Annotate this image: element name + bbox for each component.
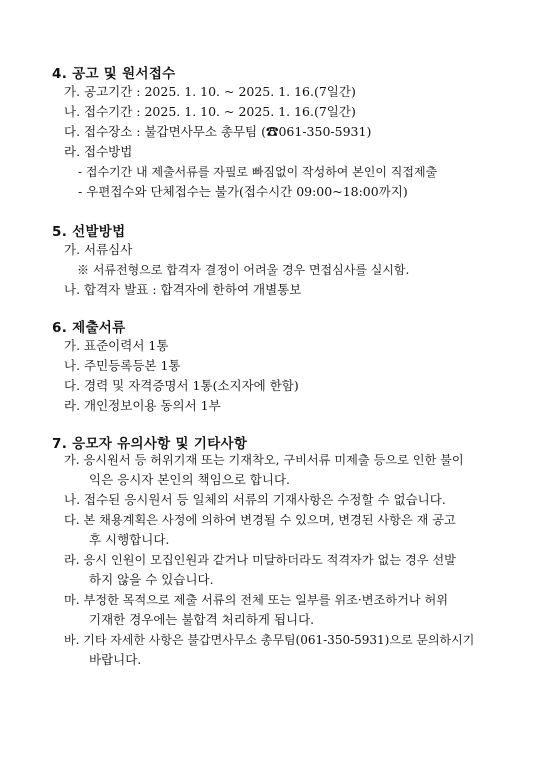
s7-line-8: 마. 부정한 목적으로 제출 서류의 전체 또는 일부를 위조·변조하거나 허위 bbox=[64, 593, 449, 607]
s7-line-1: 가. 응시원서 등 허위기재 또는 기재착오, 구비서류 미제출 등으로 인한 불이 bbox=[64, 453, 464, 467]
s4-item-c: 다. 접수장소 : 불갑면사무소 총무팀 (☎061-350-5931) bbox=[64, 124, 372, 139]
s7-line-2: 익은 응시자 본인의 책임으로 합니다. bbox=[89, 472, 290, 487]
section-7-title: 7. 응모자 유의사항 및 기타사항 bbox=[52, 436, 248, 452]
s5-item-b: 나. 합격자 발표 : 합격자에 한하여 개별통보 bbox=[64, 282, 302, 297]
s7-line-10: 바. 기타 자세한 사항은 불갑면사무소 총무팀(061-350-5931)으로 문의하시기 bbox=[64, 633, 475, 647]
s4-sub-2: - 우편접수와 단체접수는 불가(접수시간 09:00~18:00까지) bbox=[78, 184, 408, 199]
s4-item-d: 라. 접수방법 bbox=[64, 144, 133, 159]
section-4-title: 4. 공고 및 원서접수 bbox=[52, 66, 176, 82]
s6-item-d: 라. 개인정보이용 동의서 1부 bbox=[64, 398, 221, 413]
s6-item-b: 나. 주민등록등본 1통 bbox=[64, 358, 181, 373]
s7-line-9: 기재한 경우에는 불합격 처리하게 됩니다. bbox=[89, 612, 315, 627]
s6-item-c: 다. 경력 및 자격증명서 1통(소지자에 한함) bbox=[64, 378, 299, 393]
s5-item-a: 가. 서류심사 bbox=[64, 242, 133, 257]
s4-item-a: 가. 공고기간 : 2025. 1. 10. ~ 2025. 1. 16.(7일간) bbox=[64, 84, 356, 99]
s7-line-3: 나. 접수된 응시원서 등 일체의 서류의 기재사항은 수정할 수 없습니다. bbox=[64, 492, 446, 507]
s7-line-7: 하지 않을 수 있습니다. bbox=[89, 572, 214, 587]
s4-sub-1: - 접수기간 내 제출서류를 자필로 빠짐없이 작성하여 본인이 직접제출 bbox=[78, 165, 438, 179]
s7-line-4: 다. 본 채용계획은 사정에 의하여 변경될 수 있으며, 변경된 사항은 재 공고 bbox=[64, 513, 456, 527]
section-5-title: 5. 선발방법 bbox=[52, 224, 126, 240]
s4-item-b: 나. 접수기간 : 2025. 1. 10. ~ 2025. 1. 16.(7일간) bbox=[64, 104, 356, 119]
s7-line-11: 바랍니다. bbox=[89, 652, 142, 667]
s5-note: ※ 서류전형으로 합격자 결정이 어려울 경우 면접심사를 실시함. bbox=[77, 263, 410, 277]
s7-line-6: 라. 응시 인원이 모집인원과 같거나 미달하더라도 적격자가 없는 경우 선발 bbox=[64, 553, 456, 567]
s7-line-5: 후 시행합니다. bbox=[89, 532, 170, 547]
s6-item-a: 가. 표준이력서 1통 bbox=[64, 338, 169, 353]
section-6-title: 6. 제출서류 bbox=[52, 320, 126, 336]
